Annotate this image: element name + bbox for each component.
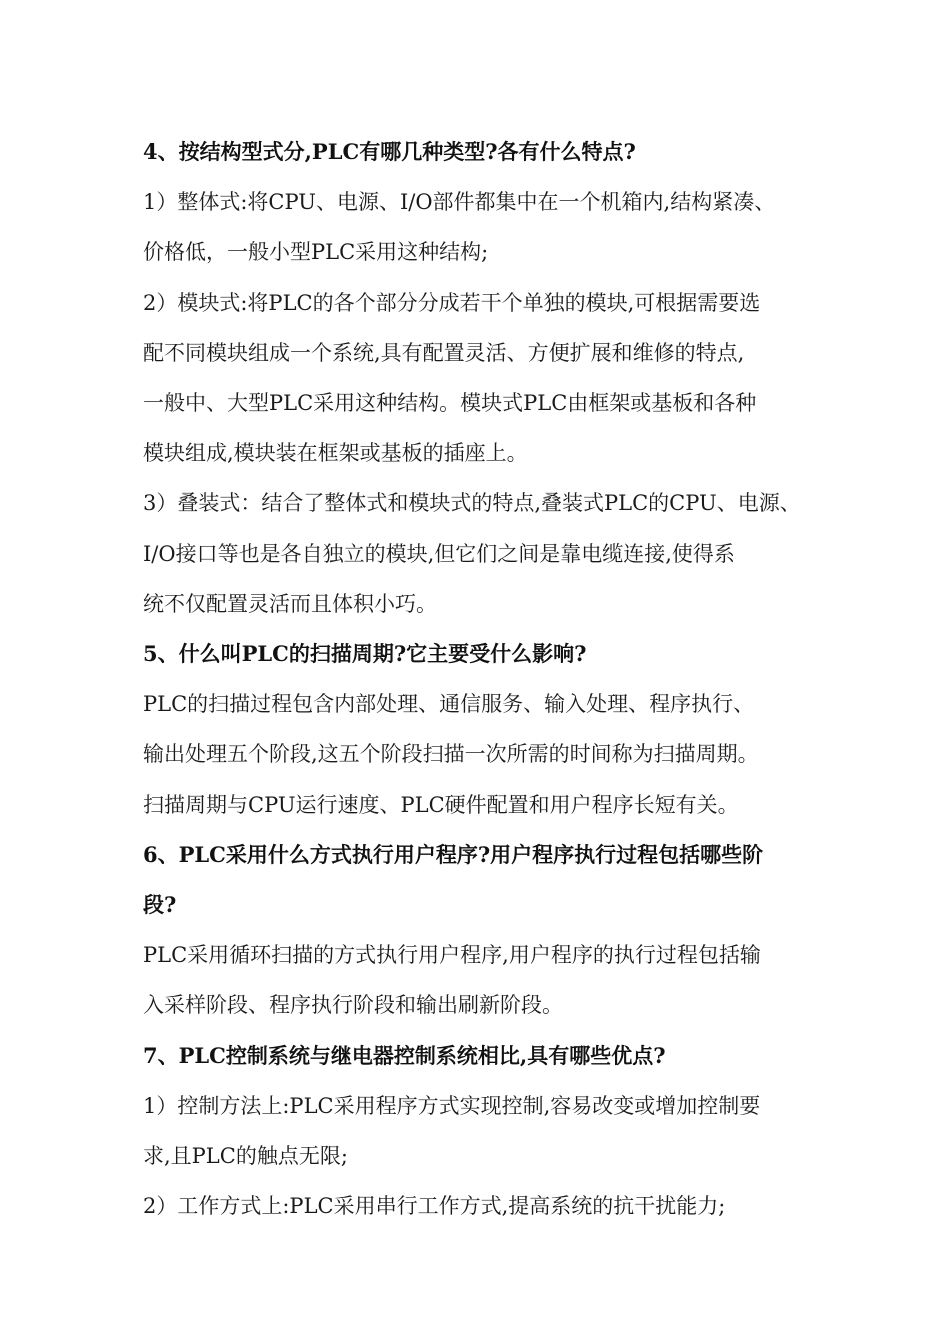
answer-text-line: 模块组成,模块装在框架或基板的插座上。 — [143, 441, 528, 465]
answer-text-line: 扫描周期与CPU运行速度、PLC硬件配置和用户程序长短有关。 — [143, 793, 739, 817]
answer-text-line: PLC的扫描过程包含内部处理、通信服务、输入处理、程序执行、 — [143, 692, 755, 716]
answer-text-line: I/O接口等也是各自独立的模块,但它们之间是靠电缆连接,使得系 — [143, 542, 735, 566]
question-heading: 段? — [143, 892, 177, 917]
answer-text-line: 求,且PLC的触点无限; — [143, 1144, 348, 1168]
question-heading: 5、什么叫PLC的扫描周期?它主要受什么影响? — [143, 641, 587, 666]
answer-text-line: 输出处理五个阶段,这五个阶段扫描一次所需的时间称为扫描周期。 — [143, 742, 759, 766]
answer-text-line: 1）控制方法上:PLC采用程序方式实现控制,容易改变或增加控制要 — [143, 1094, 761, 1118]
answer-text-line: 2）模块式:将PLC的各个部分分成若干个单独的模块,可根据需要选 — [143, 291, 761, 315]
question-heading: 7、PLC控制系统与继电器控制系统相比,具有哪些优点? — [143, 1043, 666, 1068]
answer-text-line: 价格低，一般小型PLC采用这种结构; — [143, 240, 489, 264]
question-heading: 4、按结构型式分,PLC有哪几种类型?各有什么特点? — [143, 139, 636, 164]
answer-text-line: 1）整体式:将CPU、电源、I/O部件都集中在一个机箱内,结构紧凑、 — [143, 190, 776, 214]
answer-text-line: 配不同模块组成一个系统,具有配置灵活、方便扩展和维修的特点, — [143, 341, 745, 365]
answer-text-line: 2）工作方式上:PLC采用串行工作方式,提高系统的抗干扰能力; — [143, 1194, 726, 1218]
answer-text-line: 统不仅配置灵活而且体积小巧。 — [143, 592, 437, 616]
answer-text-line: PLC采用循环扫描的方式执行用户程序,用户程序的执行过程包括输 — [143, 943, 761, 967]
answer-text-line: 一般中、大型PLC采用这种结构。模块式PLC由框架或基板和各种 — [143, 391, 757, 415]
answer-text-line: 入采样阶段、程序执行阶段和输出刷新阶段。 — [143, 993, 563, 1017]
question-heading: 6、PLC采用什么方式执行用户程序?用户程序执行过程包括哪些阶 — [143, 842, 764, 867]
answer-text-line: 3）叠装式：结合了整体式和模块式的特点,叠装式PLC的CPU、电源、 — [143, 491, 801, 515]
